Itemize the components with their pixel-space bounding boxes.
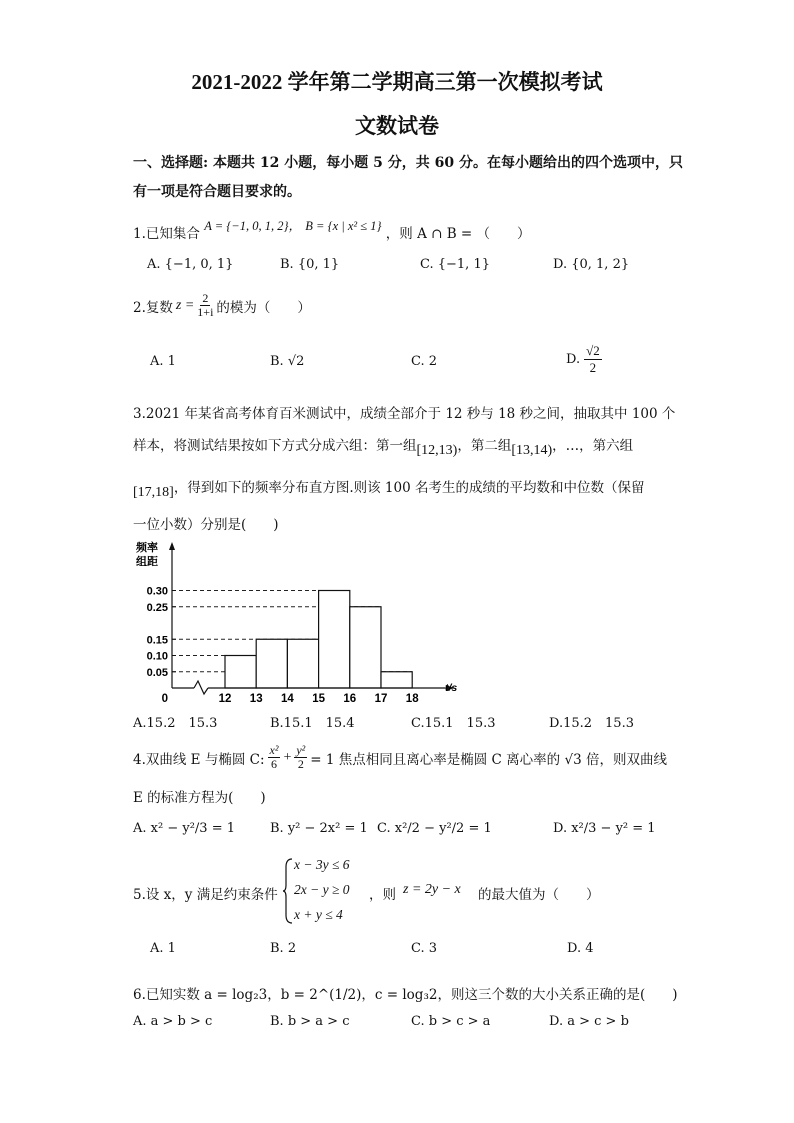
q5-option-c: C. 3 — [411, 941, 438, 956]
q2-option-d — [566, 343, 602, 376]
y-tick-label: 0.25 — [146, 601, 168, 614]
q3-line3 — [133, 476, 645, 500]
q4-frac-y: $\frac{\text{y²}}{2}$ — [296, 743, 306, 771]
q2-option-c: C. 2 — [411, 354, 438, 369]
q3-option-b: B.15.1 15.4 — [270, 716, 355, 731]
exam-subtitle: 文数试卷 — [355, 114, 439, 138]
q2-prefix: 2.复数 — [133, 299, 173, 316]
frequency-histogram — [128, 538, 478, 710]
q4-line1a: 4.双曲线 E 与椭圆 C: — [133, 751, 265, 768]
axis-break-icon — [194, 681, 208, 694]
x-tick-label: 15 — [312, 693, 325, 705]
q2-denominator: 1+i — [197, 305, 214, 319]
question-1 — [133, 219, 531, 242]
y-tick-label: 0.10 — [146, 650, 168, 663]
q2-fraction — [197, 292, 213, 319]
x-tick-label: 13 — [249, 693, 263, 705]
y-axis-label-top: 频率 — [136, 542, 158, 554]
q2-option-a: A. 1 — [150, 354, 176, 369]
q3-group1: [12,13) — [416, 443, 458, 458]
q6-option-b: B. b > a > c — [270, 1014, 350, 1029]
q3-option-a: A.15.2 15.3 — [133, 716, 218, 731]
q3-line1: 3.2021 年某省高考体育百米测试中，成绩全部介于 12 秒与 18 秒之间，抽取其中 100 个 — [133, 406, 676, 422]
q1-option-c: C. {−1, 1} — [420, 257, 490, 272]
section-header-line2: 有一项是符合题目要求的。 — [133, 184, 301, 200]
q1-option-b: B. {0, 1} — [280, 257, 340, 272]
q6-line: 6.已知实数 a = log₂3，b = 2^(1/2)，c = log₃2，则这三个数的大小关系正确的是( ) — [133, 987, 678, 1003]
q2-option-d-num: √2 — [586, 343, 600, 358]
q5-constraint-3: x + y ≤ 4 — [294, 907, 343, 922]
histogram-bar — [287, 639, 318, 688]
q5-option-a: A. 1 — [150, 941, 176, 956]
q4-option-a: A. x² − y²/3 = 1 — [133, 821, 235, 836]
q4-line1b: = 1 焦点相同且离心率是椭圆 C 离心率的 √3 倍，则双曲线 — [310, 751, 667, 768]
histogram-bar — [256, 639, 287, 688]
q4-option-c: C. x²/2 − y²/2 = 1 — [377, 821, 492, 836]
q3-line4: 一位小数）分别是( ) — [133, 517, 279, 533]
q2-option-d-den: 2 — [589, 360, 597, 375]
section-header-line1: 一、选择题: 本题共 12 小题，每小题 5 分，共 60 分。在每小题给出的四个选项中，只 — [133, 155, 683, 171]
y-axis-arrow-icon — [169, 542, 175, 550]
q5-prefix: 5.设 x，y 满足约束条件 — [133, 887, 278, 903]
q4-frac-x: $\frac{\text{x²}}{6}$ — [269, 743, 279, 771]
y-tick-label: 0.30 — [146, 585, 168, 598]
q2-numerator: 2 — [202, 291, 209, 305]
q4-option-b: B. y² − 2x² = 1 — [270, 821, 368, 836]
histogram-bar — [350, 607, 381, 688]
q4-line1: 4.双曲线 E 与椭圆 C: $\frac{\text{x²}}{6}$ + $\frac{\text{y²}}{2}$ = 1 焦点相同且离心率是椭圆 C 离心率的 √3 倍，则双曲线 — [133, 743, 667, 771]
q6-option-a: A. a > b > c — [133, 1014, 213, 1029]
histogram-bar — [381, 672, 412, 688]
q4-line2: E 的标准方程为( ) — [133, 790, 266, 806]
q6-option-c: C. b > c > a — [411, 1014, 491, 1029]
q3-group2: [13,14) — [511, 443, 553, 458]
q5-brace-icon — [282, 857, 294, 925]
q5-option-b: B. 2 — [270, 941, 297, 956]
y-tick-label: 0.05 — [146, 666, 168, 679]
q3-line2a: 样本，将测试结果按如下方式分成六组：第一组 — [133, 438, 417, 454]
x-axis-label: t/s — [445, 682, 458, 694]
q1-suffix: ，则 A ∩ B = （ ） — [385, 226, 531, 242]
x-tick-label: 14 — [281, 693, 294, 705]
q1-option-d: D. {0, 1, 2} — [553, 257, 630, 272]
x-tick-label: 12 — [218, 693, 232, 705]
q1-prefix: 1.已知集合 — [133, 226, 200, 242]
x-tick-label: 16 — [343, 693, 357, 705]
q1-option-a: A. {−1, 0, 1} — [147, 257, 234, 272]
histogram-bar — [319, 591, 350, 689]
x-tick-label: 17 — [374, 693, 388, 705]
origin-label: 0 — [161, 693, 168, 705]
q2-option-d-fraction — [584, 343, 602, 376]
q3-line2b: ，第二组 — [457, 438, 512, 454]
q5-option-d: D. 4 — [567, 941, 594, 956]
q2-option-d-label: D. — [566, 352, 581, 367]
histogram-bar — [225, 656, 256, 689]
y-tick-label: 0.15 — [146, 634, 168, 647]
q5-constraint-2: 2x − y ≥ 0 — [294, 882, 350, 897]
q5-suffix: 的最大值为（ ） — [478, 887, 600, 903]
q3-group6: [17,18] — [133, 485, 174, 500]
q3-option-d: D.15.2 15.3 — [549, 716, 634, 731]
q1-set-a: A = {−1, 0, 1, 2}， — [204, 219, 301, 233]
q3-line2c: ，…，第六组 — [552, 438, 634, 454]
q2-z: z = — [175, 297, 195, 313]
question-2 — [133, 292, 311, 319]
q3-option-c: C.15.1 15.3 — [411, 716, 496, 731]
y-axis-label-bottom: 组距 — [136, 556, 158, 568]
q3-line2 — [133, 434, 634, 458]
q6-option-d: D. a > c > b — [549, 1014, 629, 1029]
q4-option-d: D. x²/3 − y² = 1 — [553, 821, 656, 836]
q5-constraint-1: x − 3y ≤ 6 — [294, 857, 350, 872]
q1-set-b: B = {x | x² ≤ 1} — [305, 219, 382, 233]
q5-objective: z = 2y − x — [403, 882, 461, 897]
q3-line3-text: ，得到如下的频率分布直方图.则该 100 名考生的成绩的平均数和中位数（保留 — [173, 480, 645, 496]
q2-option-b: B. √2 — [270, 354, 305, 369]
x-tick-label: 18 — [405, 693, 419, 705]
exam-title: 2021-2022 学年第二学期高三第一次模拟考试 — [191, 70, 603, 94]
q2-suffix: 的模为（ ） — [216, 299, 311, 316]
q5-mid: ，则 — [369, 887, 396, 903]
